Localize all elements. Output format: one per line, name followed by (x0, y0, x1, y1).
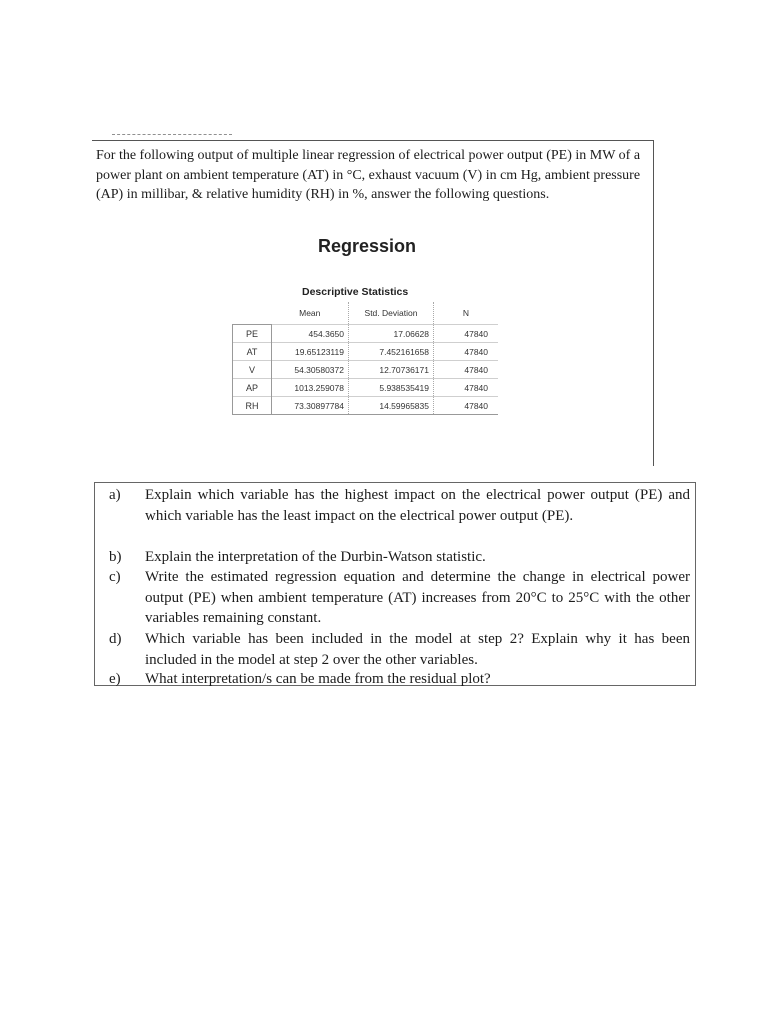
column-header-mean: Mean (272, 302, 349, 325)
panel-border-top (92, 140, 654, 141)
std-deviation-cell: 12.70736171 (349, 361, 434, 379)
table-row (233, 361, 499, 379)
row-label: AP (233, 379, 272, 397)
table-row (233, 343, 499, 361)
row-label: V (233, 361, 272, 379)
table-corner-cell (233, 302, 272, 325)
mean-cell: 454.3650 (272, 325, 349, 343)
descriptive-statistics-table (232, 302, 498, 415)
std-deviation-cell: 14.59965835 (349, 397, 434, 415)
questions-box (94, 482, 696, 686)
n-cell: 47840 (434, 361, 499, 379)
mean-cell: 1013.259078 (272, 379, 349, 397)
panel-border-right (653, 140, 654, 466)
question-letter: b) (109, 549, 122, 565)
question-letter: c) (109, 569, 121, 585)
column-header-std-deviation: Std. Deviation (349, 302, 434, 325)
mean-cell: 19.65123119 (272, 343, 349, 361)
question-letter: e) (109, 671, 121, 687)
mean-cell: 54.30580372 (272, 361, 349, 379)
std-deviation-cell: 5.938535419 (349, 379, 434, 397)
question-text: Write the estimated regression equation and determine the change in electrical power output (PE) when ambient temperature (AT) increases from 20°C to 25°C with the other variables remaining constant. (145, 569, 690, 626)
row-label: RH (233, 397, 272, 415)
question-letter: d) (109, 631, 122, 647)
question-text: Which variable has been included in the model at step 2? Explain why it has been included in the model at step 2 over the other variables. (145, 631, 690, 668)
mean-cell: 73.30897784 (272, 397, 349, 415)
descriptive-statistics-heading: Descriptive Statistics (302, 286, 409, 298)
n-cell: 47840 (434, 397, 499, 415)
std-deviation-cell: 7.452161658 (349, 343, 434, 361)
problem-intro-text: For the following output of multiple linear regression of electrical power output (PE) in MW of a power plant on ambient temperature (AT) in °C, exhaust vacuum (V) in cm Hg, ambient pressure (AP) in millibar, & relative humidity (RH) in %, answer the following questions. (96, 148, 641, 202)
question-letter: a) (109, 487, 121, 503)
column-header-n: N (462, 308, 470, 318)
question-text: Explain which variable has the highest impact on the electrical power output (PE) and which variable has the least impact on the electrical power output (PE). (145, 487, 690, 524)
n-cell: 47840 (434, 325, 499, 343)
table-row (233, 397, 499, 415)
table-row (233, 325, 499, 343)
std-deviation-cell: 17.06628 (349, 325, 434, 343)
question-text: Explain the interpretation of the Durbin-Watson statistic. (145, 549, 486, 565)
row-label: PE (233, 325, 272, 343)
n-cell: 47840 (434, 379, 499, 397)
n-cell: 47840 (434, 343, 499, 361)
regression-heading: Regression (318, 236, 417, 256)
scan-artifact (112, 134, 232, 138)
table-row (233, 379, 499, 397)
table-header-row (233, 302, 499, 325)
question-text: What interpretation/s can be made from the residual plot? (145, 671, 491, 687)
row-label: AT (233, 343, 272, 361)
